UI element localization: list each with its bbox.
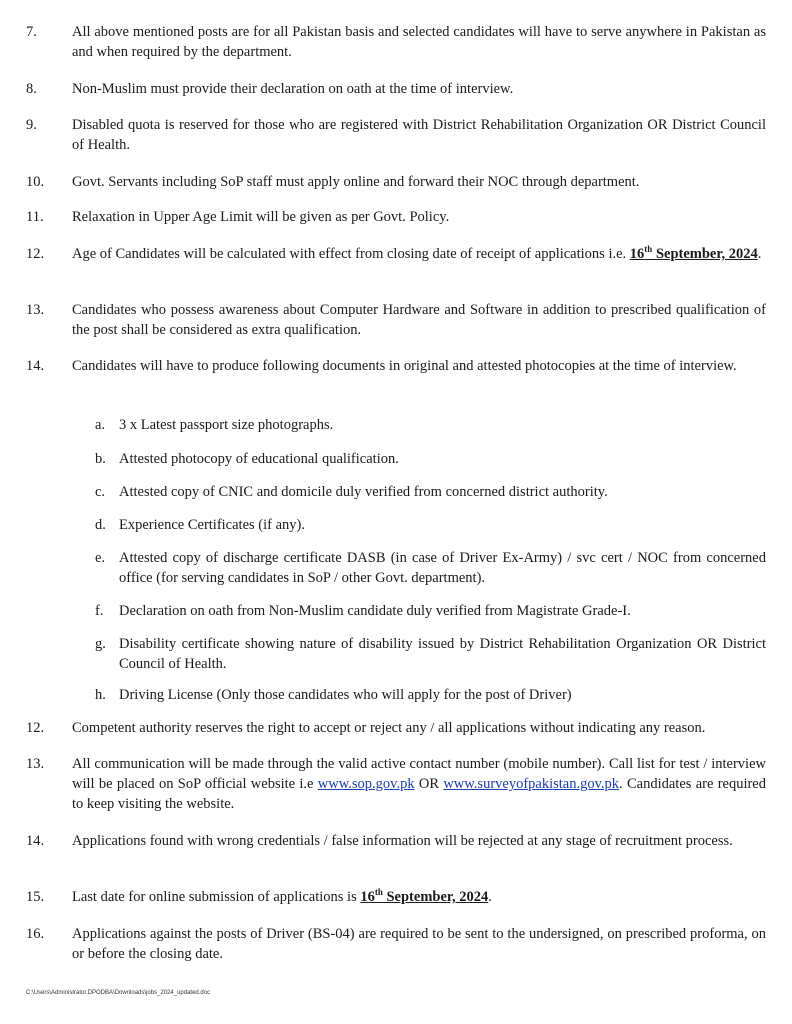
document-text: Declaration on oath from Non-Muslim candidate duly verified from Magistrate Grade-I. [119, 603, 631, 619]
item-number: 15. [26, 889, 45, 905]
item-text: Applications against the posts of Driver (BS-04) are required to be sent to the undersigned, on prescribed proforma, on or before the closing date. [72, 926, 766, 962]
item-text: Applications found with wrong credentials / false information will be rejected at any stage of recruitment process. [72, 833, 733, 849]
footer-file-path: C:\Users\Administrator.DPODBA\Downloads\jobs_2024_updated.doc [26, 990, 211, 996]
item-text: Relaxation in Upper Age Limit will be given as per Govt. Policy. [72, 209, 450, 225]
last-date: 16th September, 2024 [360, 887, 489, 905]
closing-date: 16th September, 2024 [629, 244, 758, 262]
document-letter: c. [95, 484, 106, 500]
item-text: Last date for online submission of applications is 16th September, 2024. [72, 887, 492, 905]
item-text: Candidates who possess awareness about Computer Hardware and Software in addition to prescribed qualification of the post shall be considered as extra qualification. [72, 302, 766, 338]
document-letter: a. [95, 417, 106, 433]
item-number: 12. [26, 246, 45, 262]
item-number: 13. [26, 756, 45, 772]
document-letter: b. [95, 451, 106, 467]
document-text: Attested copy of CNIC and domicile duly verified from concerned district authority. [119, 484, 608, 500]
item-text: Candidates will have to produce following documents in original and attested photocopies at the time of interview. [72, 358, 737, 374]
document-text: Experience Certificates (if any). [119, 517, 305, 533]
sop-website-link[interactable]: www.sop.gov.pk [317, 776, 415, 792]
item-text: Non-Muslim must provide their declaration on oath at the time of interview. [72, 81, 514, 97]
document-letter: f. [95, 603, 104, 619]
survey-of-pakistan-website-link[interactable]: www.surveyofpakistan.gov.pk [443, 776, 620, 792]
item-text: Competent authority reserves the right to accept or reject any / all applications without indicating any reason. [72, 720, 706, 736]
item-number: 7. [26, 24, 37, 40]
item-number: 16. [26, 926, 45, 942]
document-letter: g. [95, 636, 106, 652]
item-number: 9. [26, 117, 37, 133]
item-number: 14. [26, 833, 45, 849]
item-number: 10. [26, 174, 45, 190]
item-text: Disabled quota is reserved for those who are registered with District Rehabilitation Organization OR District Council of Health. [72, 117, 766, 153]
item-number: 11. [26, 209, 44, 225]
document-letter: e. [95, 550, 106, 566]
document-text: Driving License (Only those candidates who will apply for the post of Driver) [119, 687, 572, 703]
item-number: 8. [26, 81, 37, 97]
item-text: All above mentioned posts are for all Pakistan basis and selected candidates will have to serve anywhere in Pakistan as and when required by the department. [72, 24, 766, 60]
item-number: 12. [26, 720, 45, 736]
document-text: Attested copy of discharge certificate DASB (in case of Driver Ex-Army) / svc cert / NOC from concerned office (for serving candidates in SoP / other Govt. department). [119, 550, 766, 586]
document-letter: d. [95, 517, 106, 533]
item-text-before: Age of Candidates will be calculated with effect from closing date of receipt of applications i.e. [72, 246, 630, 262]
item-text: All communication will be made through the valid active contact number (mobile number). Call list for test / interview will be placed on SoP official website i.e www.sop.gov.pk OR www.surveyofpakistan.gov.pk. Candidates are required to keep visiting the website. [72, 756, 766, 812]
item-text: Age of Candidates will be calculated with effect from closing date of receipt of applications i.e. 16th September, 2024. [72, 244, 762, 262]
item-text: Govt. Servants including SoP staff must apply online and forward their NOC through department. [72, 174, 640, 190]
item-number: 13. [26, 302, 45, 318]
document-text: Attested photocopy of educational qualification. [119, 451, 399, 467]
document-letter: h. [95, 687, 106, 703]
item-number: 14. [26, 358, 45, 374]
document-text: Disability certificate showing nature of disability issued by District Rehabilitation Organization OR District Council of Health. [119, 636, 766, 672]
document-text: 3 x Latest passport size photographs. [119, 417, 334, 433]
